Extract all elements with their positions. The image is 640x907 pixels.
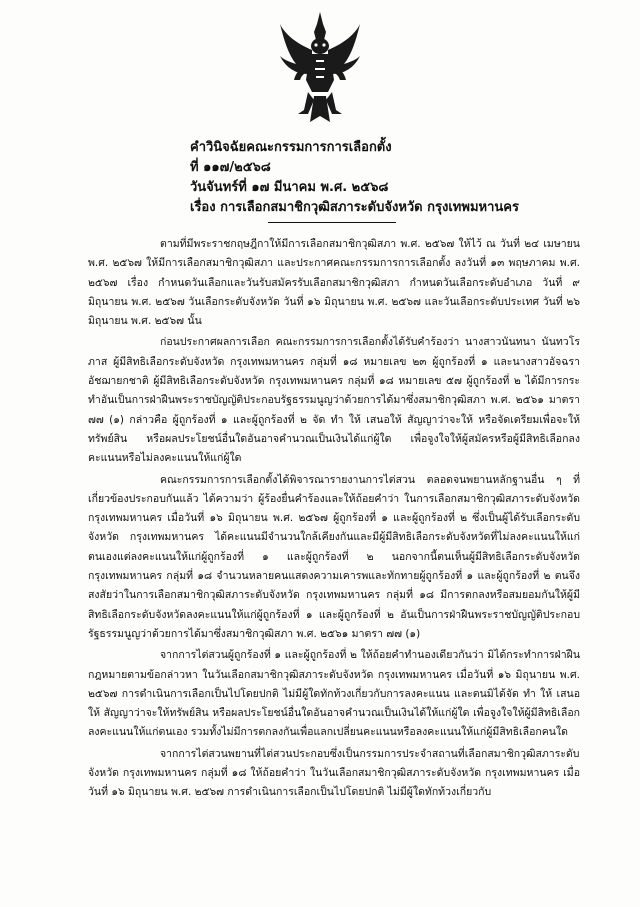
paragraph-3: คณะกรรมการการเลือกตั้งได้พิจารณารายงานการไต่สวน ตลอดจนพยานหลักฐานอื่น ๆ ที่เกี่ยวข้องประกอบกันแล้ว ได้ความว่า ผู้ร้องยื่นคำร้องและให้ถ้อยคำว่า ในการเลือกสมาชิกวุฒิสภาระดับจังหวัด กรุงเทพมหานคร เมื่อวันที่ ๑๖ มิถุนายน พ.ศ. ๒๕๖๗ ผู้ถูกร้องที่ ๑ และผู้ถูกร้องที่ ๒ ซึ่งเป็นผู้ได้รับเลือกระดับจังหวัด กรุงเทพมหานคร ได้คะแนนมีจำนวนใกล้เคียงกันและมีผู้มีสิทธิเลือกระดับจังหวัดที่ไม่ลงคะแนนให้แก่ตนเองแต่ลงคะแนนให้แก่ผู้ถูกร้องที่ ๑ และผู้ถูกร้องที่ ๒ นอกจากนี้ตนเห็นผู้มีสิทธิเลือกระดับจังหวัด กรุงเทพมหานคร กลุ่มที่ ๑๘ จำนวนหลายคนแสดงความเคารพและทักทายผู้ถูกร้องที่ ๑ และผู้ถูกร้องที่ ๒ ตนจึงสงสัยว่าในการเลือกสมาชิกวุฒิสภาระดับจังหวัด กรุงเทพมหานคร กลุ่มที่ ๑๘ มีการตกลงหรือสมยอมกันให้ผู้มีสิทธิเลือกระดับจังหวัดลงคะแนนให้แก่ผู้ถูกร้องที่ ๑ และผู้ถูกร้องที่ ๒ อันเป็นการฝ่าฝืนพระราชบัญญัติประกอบรัฐธรรมนูญว่าด้วยการได้มาซึ่งสมาชิกวุฒิสภา พ.ศ. ๒๕๖๑ มาตรา ๗๗ (๑) <box>88 473 580 640</box>
document-body <box>88 232 580 805</box>
paragraph-2: ก่อนประกาศผลการเลือก คณะกรรมการการเลือกตั้งได้รับคำร้องว่า นางสาวนันทนา นันทวโรภาส ผู้มีสิทธิเลือกระดับจังหวัด กรุงเทพมหานคร กลุ่มที่ ๑๘ หมายเลข ๒๓ ผู้ถูกร้องที่ ๑ และนางสาวอัจฉรา อัชฌายกชาติ ผู้มีสิทธิเลือกระดับจังหวัด กรุงเทพมหานคร กลุ่มที่ ๑๘ หมายเลข ๕๗ ผู้ถูกร้องที่ ๒ ได้มีการกระทำอันเป็นการฝ่าฝืนพระราชบัญญัติประกอบรัฐธรรมนูญว่าด้วยการได้มาซึ่งสมาชิกวุฒิสภา พ.ศ. ๒๕๖๑ มาตรา ๗๗ (๑) กล่าวคือ ผู้ถูกร้องที่ ๑ และผู้ถูกร้องที่ ๒ จัด ทำ ให้ เสนอให้ สัญญาว่าจะให้ หรือจัดเตรียมเพื่อจะให้ ทรัพย์สิน หรือผลประโยชน์อื่นใดอันอาจคำนวณเป็นเงินได้แก่ผู้ใด เพื่อจูงใจให้ผู้สมัครหรือผู้มีสิทธิเลือกลงคะแนนหรือไม่ลงคะแนนให้แก่ผู้ใด <box>88 336 580 465</box>
decision-number: ที่ ๑๑๗/๒๕๖๘ <box>190 160 271 175</box>
decision-date: วันจันทร์ที่ ๑๗ มีนาคม พ.ศ. ๒๕๖๘ <box>190 180 389 195</box>
header-divider <box>268 222 396 223</box>
document-title: คำวินิจฉัยคณะกรรมการการเลือกตั้ง <box>190 140 392 155</box>
paragraph-5: จากการไต่สวนพยานที่ไต่สวนประกอบซึ่งเป็นกรรมการประจำสถานที่เลือกสมาชิกวุฒิสภาระดับจังหวัด กรุงเทพมหานคร กลุ่มที่ ๑๘ ให้ถ้อยคำว่า ในวันเลือกสมาชิกวุฒิสภาระดับจังหวัด กรุงเทพมหานคร เมื่อวันที่ ๑๖ มิถุนายน พ.ศ. ๒๕๖๗ การดำเนินการเลือกเป็นไปโดยปกติ ไม่มีผู้ใดทักท้วงเกี่ยวกับ <box>88 747 580 799</box>
decision-subject: เรื่อง การเลือกสมาชิกวุฒิสภาระดับจังหวัด กรุงเทพมหานคร <box>190 200 519 215</box>
garuda-emblem-icon <box>278 10 362 126</box>
paragraph-1: ตามที่มีพระราชกฤษฎีกาให้มีการเลือกสมาชิกวุฒิสภา พ.ศ. ๒๕๖๗ ให้ไว้ ณ วันที่ ๒๔ เมษายน พ.ศ. ๒๕๖๗ ให้มีการเลือกสมาชิกวุฒิสภา และประกาศคณะกรรมการการเลือกตั้ง ลงวันที่ ๑๓ พฤษภาคม พ.ศ. ๒๕๖๗ เรื่อง กำหนดวันเลือกและวันรับสมัครรับเลือกสมาชิกวุฒิสภา กำหนดวันเลือกระดับอำเภอ วันที่ ๙ มิถุนายน พ.ศ. ๒๕๖๗ วันเลือกระดับจังหวัด วันที่ ๑๖ มิถุนายน พ.ศ. ๒๕๖๗ และวันเลือกระดับประเทศ วันที่ ๒๖ มิถุนายน พ.ศ. ๒๕๖๗ นั้น <box>88 238 580 328</box>
paragraph-4: จากการไต่สวนผู้ถูกร้องที่ ๑ และผู้ถูกร้องที่ ๒ ให้ถ้อยคำทำนองเดียวกันว่า มิได้กระทำการฝ่าฝืนกฎหมายตามข้อกล่าวหา ในวันเลือกสมาชิกวุฒิสภาระดับจังหวัด กรุงเทพมหานคร เมื่อวันที่ ๑๖ มิถุนายน พ.ศ. ๒๕๖๗ การดำเนินการเลือกเป็นไปโดยปกติ ไม่มีผู้ใดทักท้วงเกี่ยวกับการลงคะแนน และตนมิได้จัด ทำ ให้ เสนอให้ สัญญาว่าจะให้ทรัพย์สิน หรือผลประโยชน์อื่นใดอันอาจคำนวณเป็นเงินได้ให้แก่ผู้ใด เพื่อจูงใจให้ผู้มีสิทธิเลือกลงคะแนนให้แก่ตนเอง รวมทั้งไม่มีการตกลงกันเพื่อแลกเปลี่ยนคะแนนหรือลงคะแนนให้แก่ผู้มีสิทธิเลือกคนใด <box>88 649 580 739</box>
